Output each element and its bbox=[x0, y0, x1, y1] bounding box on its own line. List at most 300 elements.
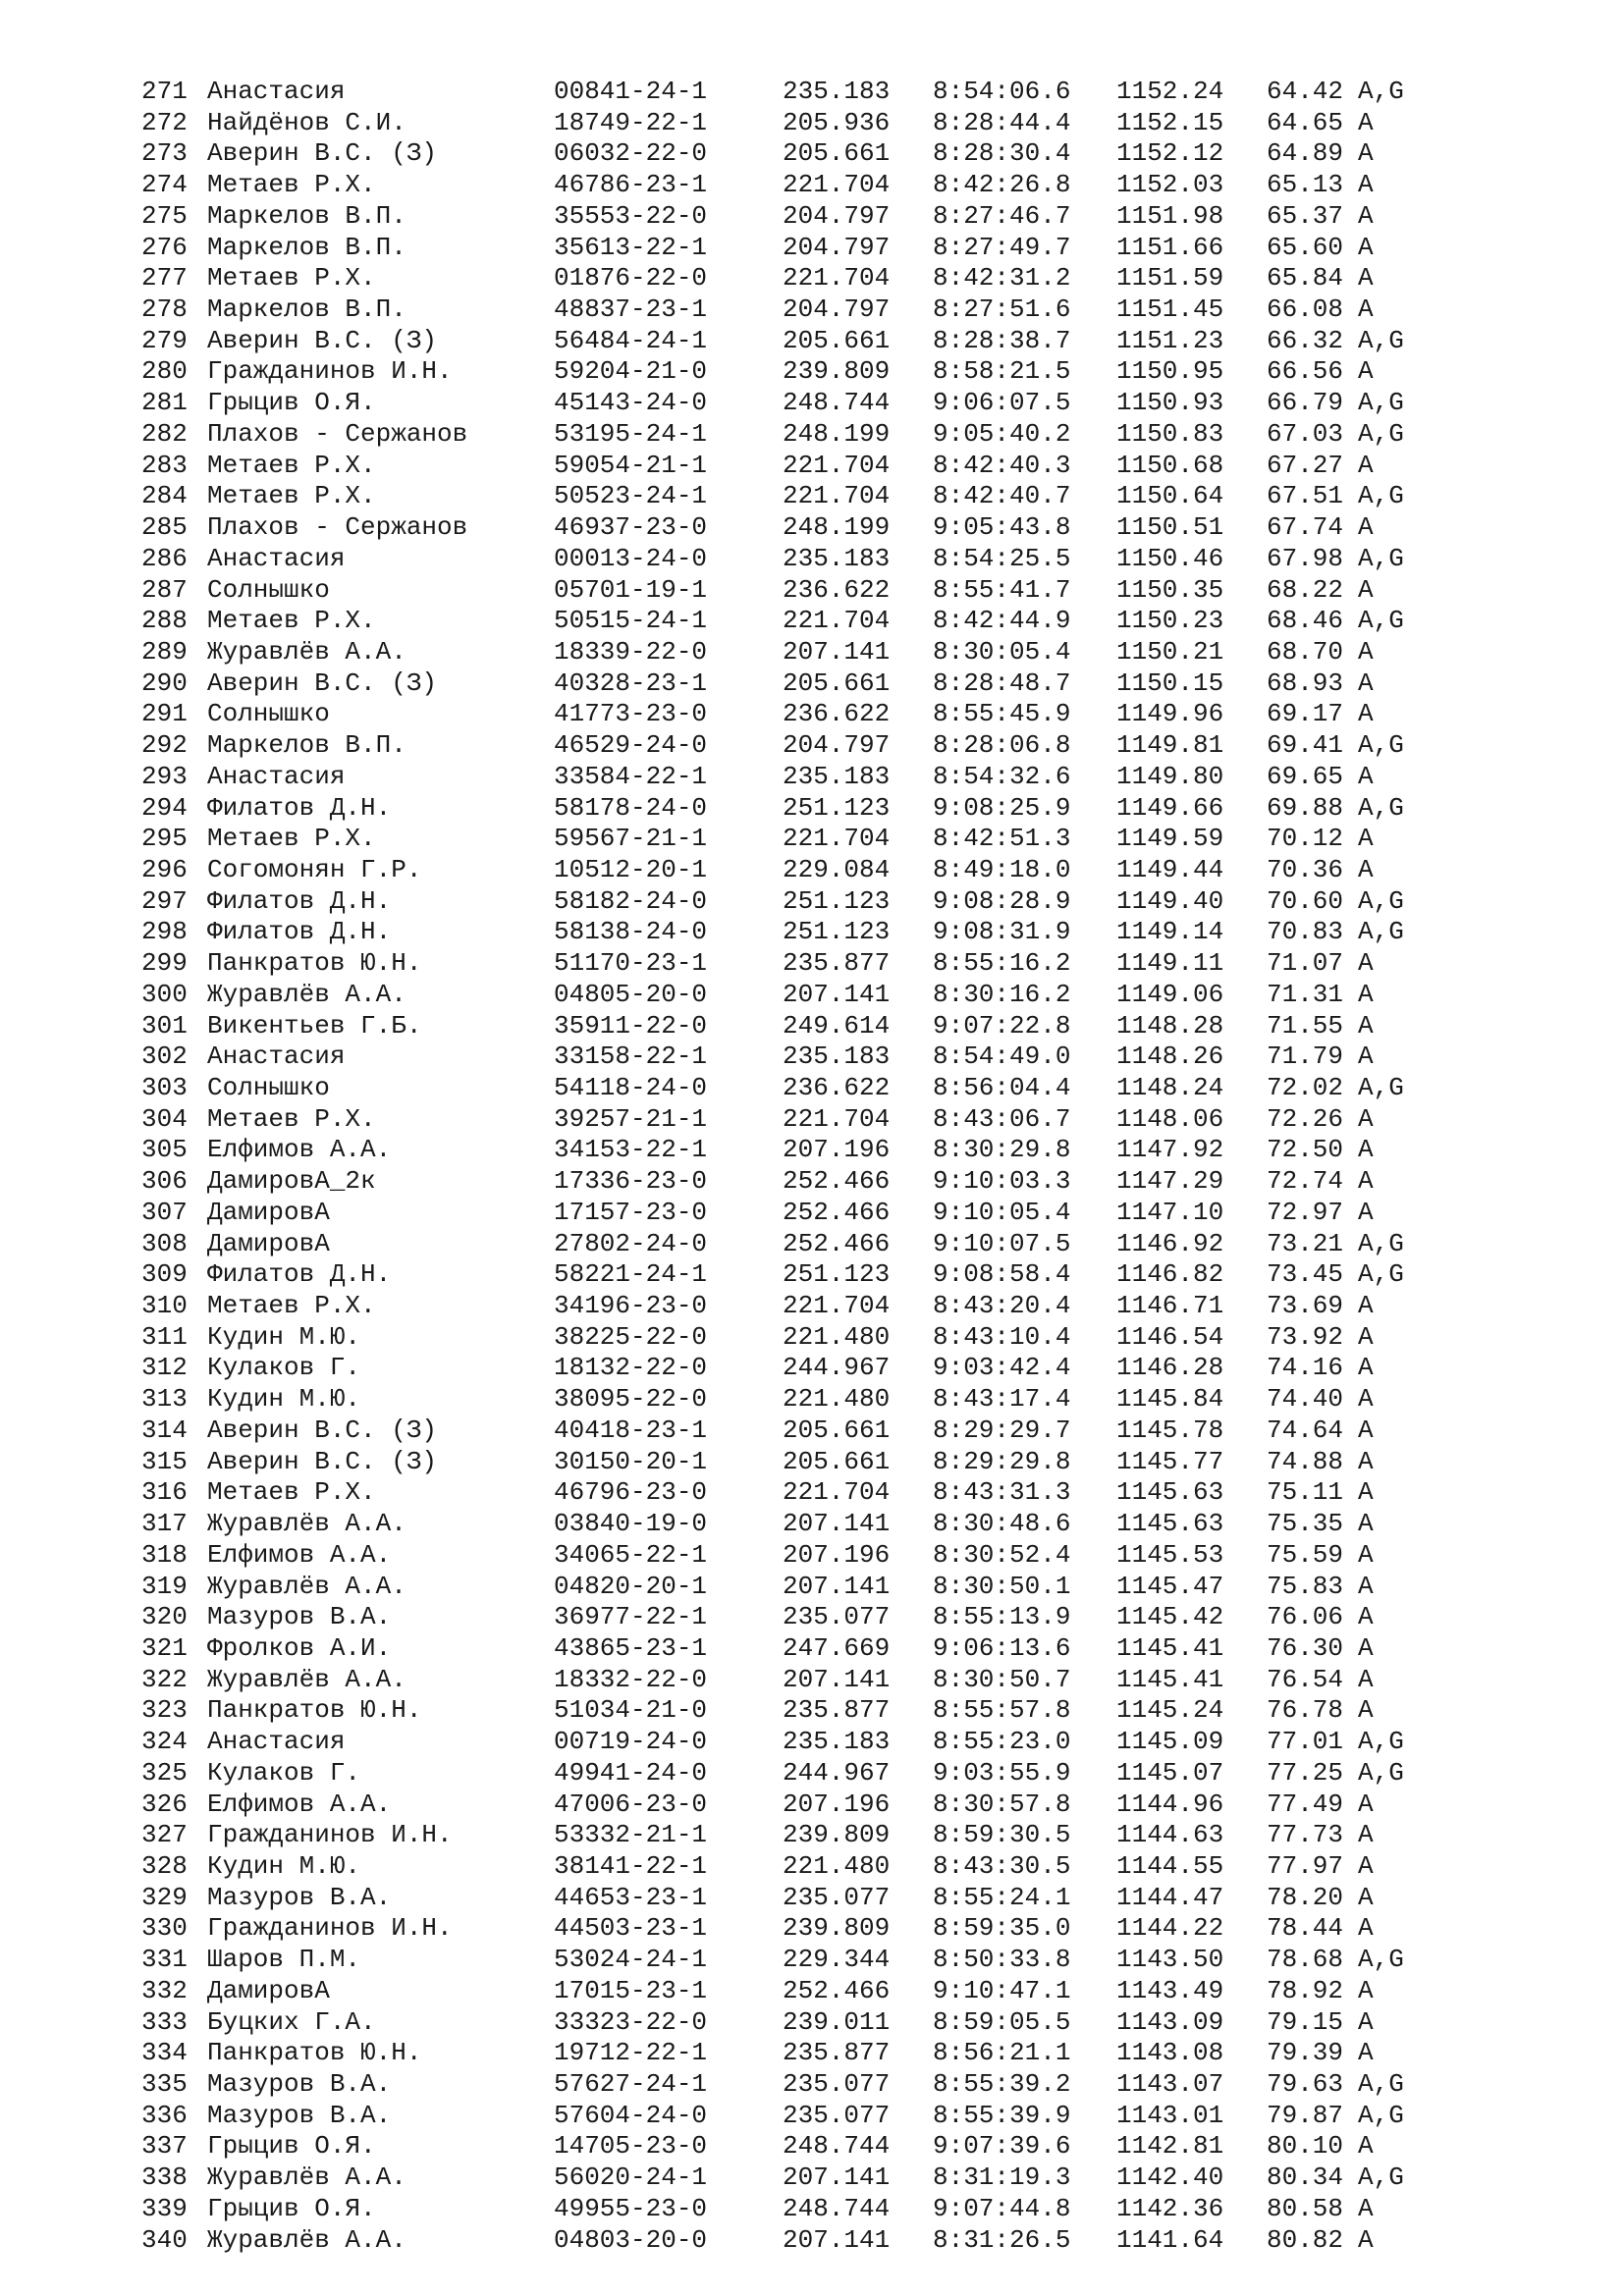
flags: A bbox=[1358, 1820, 1374, 1850]
distance: 204.797 bbox=[783, 294, 891, 325]
distance: 204.797 bbox=[783, 200, 891, 231]
flight-time: 8:30:29.8 bbox=[933, 1135, 1071, 1165]
fancier-name: Кудин М.Ю. bbox=[207, 1850, 361, 1881]
flight-time: 8:43:17.4 bbox=[933, 1384, 1071, 1415]
flags: A bbox=[1358, 699, 1374, 729]
distance: 205.661 bbox=[783, 138, 891, 169]
flags: A bbox=[1358, 138, 1374, 169]
table-row bbox=[141, 668, 1516, 700]
flags: A bbox=[1358, 636, 1374, 667]
percent: 68.46 bbox=[1267, 606, 1344, 636]
fancier-name: Аверин В.С. (З) bbox=[207, 138, 438, 169]
fancier-name: Филатов Д.Н. bbox=[207, 1259, 392, 1290]
distance: 235.877 bbox=[783, 948, 891, 979]
flags: A bbox=[1358, 1321, 1374, 1352]
place-number: 314 bbox=[141, 1415, 188, 1445]
fancier-name: Маркелов В.П. bbox=[207, 200, 406, 231]
ring-number: 53024-24-1 bbox=[554, 1945, 708, 1975]
place-number: 328 bbox=[141, 1850, 188, 1881]
flight-time: 8:43:06.7 bbox=[933, 1103, 1071, 1134]
fancier-name: Журавлёв А.А. bbox=[207, 2163, 406, 2193]
percent: 69.88 bbox=[1267, 792, 1344, 823]
place-number: 306 bbox=[141, 1166, 188, 1197]
percent: 65.84 bbox=[1267, 263, 1344, 294]
speed: 1151.45 bbox=[1116, 294, 1224, 325]
flags: A bbox=[1358, 450, 1374, 480]
percent: 72.97 bbox=[1267, 1197, 1344, 1227]
speed: 1152.24 bbox=[1116, 77, 1224, 106]
table-row bbox=[141, 77, 1516, 108]
speed: 1150.68 bbox=[1116, 450, 1224, 480]
flags: A bbox=[1358, 1571, 1374, 1601]
flags: A bbox=[1358, 1477, 1374, 1508]
distance: 207.141 bbox=[783, 1509, 891, 1539]
fancier-name: Филатов Д.Н. bbox=[207, 917, 392, 947]
flags: A,G bbox=[1358, 388, 1404, 418]
flight-time: 8:27:46.7 bbox=[933, 200, 1071, 231]
speed: 1149.40 bbox=[1116, 885, 1224, 916]
flags: A,G bbox=[1358, 1228, 1404, 1258]
ring-number: 46796-23-0 bbox=[554, 1477, 708, 1508]
flags: A bbox=[1358, 1539, 1374, 1570]
percent: 69.41 bbox=[1267, 730, 1344, 761]
fancier-name: Журавлёв А.А. bbox=[207, 2224, 406, 2255]
fancier-name: Филатов Д.Н. bbox=[207, 885, 392, 916]
fancier-name: Журавлёв А.А. bbox=[207, 1571, 406, 1601]
percent: 74.40 bbox=[1267, 1384, 1344, 1415]
flight-time: 8:28:48.7 bbox=[933, 667, 1071, 698]
table-row bbox=[141, 1229, 1516, 1260]
ring-number: 54118-24-0 bbox=[554, 1073, 708, 1102]
table-row bbox=[141, 1415, 1516, 1447]
fancier-name: Анастасия bbox=[207, 77, 346, 106]
table-row bbox=[141, 606, 1516, 637]
place-number: 278 bbox=[141, 294, 188, 325]
flight-time: 8:42:44.9 bbox=[933, 606, 1071, 636]
ring-number: 17336-23-0 bbox=[554, 1166, 708, 1197]
speed: 1150.35 bbox=[1116, 574, 1224, 605]
fancier-name: Гражданинов И.Н. bbox=[207, 1913, 453, 1944]
flight-time: 8:55:39.9 bbox=[933, 2100, 1071, 2130]
fancier-name: Гражданинов И.Н. bbox=[207, 1820, 453, 1850]
flight-time: 8:43:20.4 bbox=[933, 1291, 1071, 1321]
flags: A bbox=[1358, 200, 1374, 231]
flight-time: 8:59:30.5 bbox=[933, 1820, 1071, 1850]
fancier-name: Мазуров В.А. bbox=[207, 2100, 392, 2130]
speed: 1146.54 bbox=[1116, 1321, 1224, 1352]
speed: 1147.10 bbox=[1116, 1197, 1224, 1227]
flight-time: 8:30:16.2 bbox=[933, 979, 1071, 1009]
ring-number: 04820-20-1 bbox=[554, 1571, 708, 1601]
table-row bbox=[141, 2007, 1516, 2039]
fancier-name: Согомонян Г.Р. bbox=[207, 854, 422, 884]
ring-number: 43865-23-1 bbox=[554, 1632, 708, 1663]
percent: 75.11 bbox=[1267, 1477, 1344, 1508]
distance: 205.661 bbox=[783, 1446, 891, 1476]
place-number: 299 bbox=[141, 948, 188, 979]
flags: A bbox=[1358, 1291, 1374, 1321]
place-number: 294 bbox=[141, 792, 188, 823]
percent: 64.42 bbox=[1267, 77, 1344, 106]
distance: 252.466 bbox=[783, 1975, 891, 2005]
percent: 69.17 bbox=[1267, 699, 1344, 729]
ring-number: 59567-21-1 bbox=[554, 824, 708, 854]
distance: 248.199 bbox=[783, 512, 891, 543]
ring-number: 48837-23-1 bbox=[554, 294, 708, 325]
fancier-name: Солнышко bbox=[207, 1073, 330, 1102]
distance: 244.967 bbox=[783, 1353, 891, 1383]
fancier-name: Буцких Г.А. bbox=[207, 2006, 376, 2037]
fancier-name: Аверин В.С. (З) bbox=[207, 1446, 438, 1476]
distance: 244.967 bbox=[783, 1757, 891, 1788]
ring-number: 44503-23-1 bbox=[554, 1913, 708, 1944]
table-row bbox=[141, 637, 1516, 668]
distance: 229.084 bbox=[783, 854, 891, 884]
speed: 1151.59 bbox=[1116, 263, 1224, 294]
flags: A,G bbox=[1358, 1727, 1404, 1757]
distance: 205.661 bbox=[783, 667, 891, 698]
flight-time: 8:56:21.1 bbox=[933, 2038, 1071, 2068]
table-row bbox=[141, 356, 1516, 388]
flight-time: 8:29:29.8 bbox=[933, 1446, 1071, 1476]
flags: A bbox=[1358, 2193, 1374, 2223]
flags: A bbox=[1358, 1103, 1374, 1134]
percent: 79.87 bbox=[1267, 2100, 1344, 2130]
distance: 207.141 bbox=[783, 1571, 891, 1601]
percent: 78.68 bbox=[1267, 1945, 1344, 1975]
flags: A bbox=[1358, 948, 1374, 979]
place-number: 304 bbox=[141, 1103, 188, 1134]
flight-time: 8:29:29.7 bbox=[933, 1415, 1071, 1445]
place-number: 318 bbox=[141, 1539, 188, 1570]
place-number: 313 bbox=[141, 1384, 188, 1415]
percent: 67.98 bbox=[1267, 543, 1344, 573]
flags: A,G bbox=[1358, 1757, 1404, 1788]
table-row bbox=[141, 201, 1516, 233]
percent: 66.08 bbox=[1267, 294, 1344, 325]
place-number: 339 bbox=[141, 2193, 188, 2223]
fancier-name: Филатов Д.Н. bbox=[207, 792, 392, 823]
ring-number: 33323-22-0 bbox=[554, 2006, 708, 2037]
flight-time: 8:28:06.8 bbox=[933, 730, 1071, 761]
table-row bbox=[141, 824, 1516, 855]
place-number: 286 bbox=[141, 543, 188, 573]
speed: 1150.21 bbox=[1116, 636, 1224, 667]
distance: 221.704 bbox=[783, 824, 891, 854]
table-row bbox=[141, 699, 1516, 730]
percent: 78.20 bbox=[1267, 1882, 1344, 1912]
speed: 1150.93 bbox=[1116, 388, 1224, 418]
flags: A bbox=[1358, 1353, 1374, 1383]
table-row bbox=[141, 1820, 1516, 1851]
distance: 248.744 bbox=[783, 388, 891, 418]
table-row bbox=[141, 1447, 1516, 1478]
distance: 248.744 bbox=[783, 2193, 891, 2223]
ring-number: 59204-21-0 bbox=[554, 356, 708, 387]
place-number: 323 bbox=[141, 1695, 188, 1726]
flight-time: 9:03:42.4 bbox=[933, 1353, 1071, 1383]
ring-number: 57627-24-1 bbox=[554, 2069, 708, 2099]
distance: 251.123 bbox=[783, 1259, 891, 1290]
flight-time: 9:05:43.8 bbox=[933, 512, 1071, 543]
fancier-name: Елфимов А.А. bbox=[207, 1539, 392, 1570]
ring-number: 00013-24-0 bbox=[554, 543, 708, 573]
place-number: 301 bbox=[141, 1010, 188, 1041]
percent: 66.32 bbox=[1267, 325, 1344, 355]
distance: 239.011 bbox=[783, 2006, 891, 2037]
table-row bbox=[141, 1572, 1516, 1603]
flight-time: 8:30:48.6 bbox=[933, 1509, 1071, 1539]
distance: 235.877 bbox=[783, 1695, 891, 1726]
percent: 72.02 bbox=[1267, 1073, 1344, 1102]
ring-number: 30150-20-1 bbox=[554, 1446, 708, 1476]
percent: 75.59 bbox=[1267, 1539, 1344, 1570]
flight-time: 8:31:19.3 bbox=[933, 2163, 1071, 2193]
flight-time: 8:28:38.7 bbox=[933, 325, 1071, 355]
speed: 1146.92 bbox=[1116, 1228, 1224, 1258]
table-row bbox=[141, 1789, 1516, 1821]
ring-number: 46786-23-1 bbox=[554, 170, 708, 200]
speed: 1148.24 bbox=[1116, 1073, 1224, 1102]
table-row bbox=[141, 1913, 1516, 1945]
place-number: 309 bbox=[141, 1259, 188, 1290]
flight-time: 8:27:49.7 bbox=[933, 232, 1071, 262]
distance: 205.936 bbox=[783, 107, 891, 137]
flight-time: 9:10:47.1 bbox=[933, 1975, 1071, 2005]
table-row bbox=[141, 917, 1516, 948]
fancier-name: Кулаков Г. bbox=[207, 1353, 361, 1383]
ring-number: 38225-22-0 bbox=[554, 1321, 708, 1352]
speed: 1146.71 bbox=[1116, 1291, 1224, 1321]
table-row bbox=[141, 2194, 1516, 2225]
table-row bbox=[141, 2038, 1516, 2069]
flight-time: 8:55:45.9 bbox=[933, 699, 1071, 729]
flags: A,G bbox=[1358, 1073, 1404, 1102]
place-number: 337 bbox=[141, 2131, 188, 2162]
place-number: 288 bbox=[141, 606, 188, 636]
place-number: 307 bbox=[141, 1197, 188, 1227]
distance: 239.809 bbox=[783, 356, 891, 387]
place-number: 282 bbox=[141, 418, 188, 449]
fancier-name: Аверин В.С. (З) bbox=[207, 1415, 438, 1445]
distance: 235.077 bbox=[783, 2100, 891, 2130]
flags: A bbox=[1358, 1166, 1374, 1197]
table-row bbox=[141, 263, 1516, 294]
table-row bbox=[141, 451, 1516, 482]
ring-number: 38095-22-0 bbox=[554, 1384, 708, 1415]
speed: 1145.53 bbox=[1116, 1539, 1224, 1570]
place-number: 296 bbox=[141, 854, 188, 884]
flight-time: 8:55:57.8 bbox=[933, 1695, 1071, 1726]
fancier-name: Метаев Р.Х. bbox=[207, 1291, 376, 1321]
place-number: 312 bbox=[141, 1353, 188, 1383]
speed: 1143.09 bbox=[1116, 2006, 1224, 2037]
table-row bbox=[141, 1976, 1516, 2007]
flight-time: 8:55:16.2 bbox=[933, 948, 1071, 979]
distance: 248.199 bbox=[783, 418, 891, 449]
table-row bbox=[141, 730, 1516, 762]
place-number: 298 bbox=[141, 917, 188, 947]
fancier-name: Анастасия bbox=[207, 1727, 346, 1757]
ring-number: 35613-22-1 bbox=[554, 232, 708, 262]
ring-number: 34065-22-1 bbox=[554, 1539, 708, 1570]
flags: A bbox=[1358, 1041, 1374, 1072]
fancier-name: Мазуров В.А. bbox=[207, 2069, 392, 2099]
percent: 80.10 bbox=[1267, 2131, 1344, 2162]
flags: A,G bbox=[1358, 418, 1404, 449]
percent: 79.15 bbox=[1267, 2006, 1344, 2037]
speed: 1145.84 bbox=[1116, 1384, 1224, 1415]
flight-time: 8:59:35.0 bbox=[933, 1913, 1071, 1944]
fancier-name: ДамировА bbox=[207, 1975, 330, 2005]
place-number: 340 bbox=[141, 2224, 188, 2255]
table-row bbox=[141, 1851, 1516, 1883]
table-row bbox=[141, 1665, 1516, 1696]
flags: A bbox=[1358, 1664, 1374, 1694]
fancier-name: Мазуров В.А. bbox=[207, 1602, 392, 1632]
speed: 1145.63 bbox=[1116, 1509, 1224, 1539]
flight-time: 9:08:25.9 bbox=[933, 792, 1071, 823]
distance: 207.196 bbox=[783, 1135, 891, 1165]
distance: 249.614 bbox=[783, 1010, 891, 1041]
speed: 1149.96 bbox=[1116, 699, 1224, 729]
place-number: 289 bbox=[141, 636, 188, 667]
speed: 1145.09 bbox=[1116, 1727, 1224, 1757]
fancier-name: ДамировА bbox=[207, 1197, 330, 1227]
speed: 1150.51 bbox=[1116, 512, 1224, 543]
flight-time: 8:56:04.4 bbox=[933, 1073, 1071, 1102]
speed: 1149.66 bbox=[1116, 792, 1224, 823]
flight-time: 8:43:30.5 bbox=[933, 1850, 1071, 1881]
fancier-name: Аверин В.С. (З) bbox=[207, 667, 438, 698]
flags: A bbox=[1358, 263, 1374, 294]
flags: A bbox=[1358, 294, 1374, 325]
distance: 252.466 bbox=[783, 1228, 891, 1258]
table-row bbox=[141, 1259, 1516, 1291]
flags: A,G bbox=[1358, 792, 1404, 823]
speed: 1143.07 bbox=[1116, 2069, 1224, 2099]
percent: 78.92 bbox=[1267, 1975, 1344, 2005]
percent: 79.39 bbox=[1267, 2038, 1344, 2068]
fancier-name: Грыцив О.Я. bbox=[207, 2131, 376, 2162]
distance: 252.466 bbox=[783, 1166, 891, 1197]
distance: 204.797 bbox=[783, 232, 891, 262]
table-row bbox=[141, 1011, 1516, 1042]
flight-time: 8:54:49.0 bbox=[933, 1041, 1071, 1072]
speed: 1144.47 bbox=[1116, 1882, 1224, 1912]
place-number: 287 bbox=[141, 574, 188, 605]
fancier-name: Елфимов А.А. bbox=[207, 1789, 392, 1819]
ring-number: 17015-23-1 bbox=[554, 1975, 708, 2005]
table-row bbox=[141, 388, 1516, 419]
distance: 247.669 bbox=[783, 1632, 891, 1663]
table-row bbox=[141, 1322, 1516, 1354]
ring-number: 33584-22-1 bbox=[554, 761, 708, 791]
ring-number: 00719-24-0 bbox=[554, 1727, 708, 1757]
percent: 76.54 bbox=[1267, 1664, 1344, 1694]
place-number: 326 bbox=[141, 1789, 188, 1819]
fancier-name: Кудин М.Ю. bbox=[207, 1321, 361, 1352]
ring-number: 51170-23-1 bbox=[554, 948, 708, 979]
speed: 1149.14 bbox=[1116, 917, 1224, 947]
table-row bbox=[141, 512, 1516, 544]
flags: A bbox=[1358, 574, 1374, 605]
ring-number: 18749-22-1 bbox=[554, 107, 708, 137]
speed: 1150.64 bbox=[1116, 481, 1224, 511]
ring-number: 00841-24-1 bbox=[554, 77, 708, 106]
percent: 68.93 bbox=[1267, 667, 1344, 698]
distance: 205.661 bbox=[783, 1415, 891, 1445]
flight-time: 8:30:05.4 bbox=[933, 636, 1071, 667]
percent: 77.01 bbox=[1267, 1727, 1344, 1757]
place-number: 331 bbox=[141, 1945, 188, 1975]
speed: 1142.36 bbox=[1116, 2193, 1224, 2223]
table-row bbox=[141, 1602, 1516, 1633]
fancier-name: Метаев Р.Х. bbox=[207, 1103, 376, 1134]
fancier-name: ДамировА bbox=[207, 1228, 330, 1258]
distance: 235.077 bbox=[783, 2069, 891, 2099]
ring-number: 58138-24-0 bbox=[554, 917, 708, 947]
speed: 1143.49 bbox=[1116, 1975, 1224, 2005]
percent: 73.45 bbox=[1267, 1259, 1344, 1290]
speed: 1152.03 bbox=[1116, 170, 1224, 200]
flags: A bbox=[1358, 1695, 1374, 1726]
place-number: 275 bbox=[141, 200, 188, 231]
percent: 66.56 bbox=[1267, 356, 1344, 387]
table-row bbox=[141, 575, 1516, 607]
ring-number: 17157-23-0 bbox=[554, 1197, 708, 1227]
table-row bbox=[141, 1540, 1516, 1572]
table-row bbox=[141, 1509, 1516, 1540]
table-row bbox=[141, 233, 1516, 264]
ring-number: 39257-21-1 bbox=[554, 1103, 708, 1134]
ring-number: 05701-19-1 bbox=[554, 574, 708, 605]
percent: 77.49 bbox=[1267, 1789, 1344, 1819]
flags: A,G bbox=[1358, 2069, 1404, 2099]
speed: 1149.81 bbox=[1116, 730, 1224, 761]
table-row bbox=[141, 793, 1516, 825]
fancier-name: Грыцив О.Я. bbox=[207, 2193, 376, 2223]
place-number: 308 bbox=[141, 1228, 188, 1258]
fancier-name: Мазуров В.А. bbox=[207, 1882, 392, 1912]
fancier-name: Метаев Р.Х. bbox=[207, 606, 376, 636]
percent: 77.97 bbox=[1267, 1850, 1344, 1881]
fancier-name: Метаев Р.Х. bbox=[207, 481, 376, 511]
place-number: 311 bbox=[141, 1321, 188, 1352]
flags: A bbox=[1358, 761, 1374, 791]
distance: 235.183 bbox=[783, 77, 891, 106]
ring-number: 56020-24-1 bbox=[554, 2163, 708, 2193]
ring-number: 14705-23-0 bbox=[554, 2131, 708, 2162]
flags: A bbox=[1358, 1135, 1374, 1165]
flags: A bbox=[1358, 1789, 1374, 1819]
fancier-name: Маркелов В.П. bbox=[207, 294, 406, 325]
place-number: 305 bbox=[141, 1135, 188, 1165]
ring-number: 06032-22-0 bbox=[554, 138, 708, 169]
percent: 78.44 bbox=[1267, 1913, 1344, 1944]
flight-time: 8:42:31.2 bbox=[933, 263, 1071, 294]
flight-time: 8:28:30.4 bbox=[933, 138, 1071, 169]
ring-number: 56484-24-1 bbox=[554, 325, 708, 355]
percent: 80.58 bbox=[1267, 2193, 1344, 2223]
table-row bbox=[141, 762, 1516, 793]
percent: 77.73 bbox=[1267, 1820, 1344, 1850]
speed: 1149.06 bbox=[1116, 979, 1224, 1009]
place-number: 280 bbox=[141, 356, 188, 387]
flags: A,G bbox=[1358, 730, 1404, 761]
percent: 74.16 bbox=[1267, 1353, 1344, 1383]
percent: 76.30 bbox=[1267, 1632, 1344, 1663]
